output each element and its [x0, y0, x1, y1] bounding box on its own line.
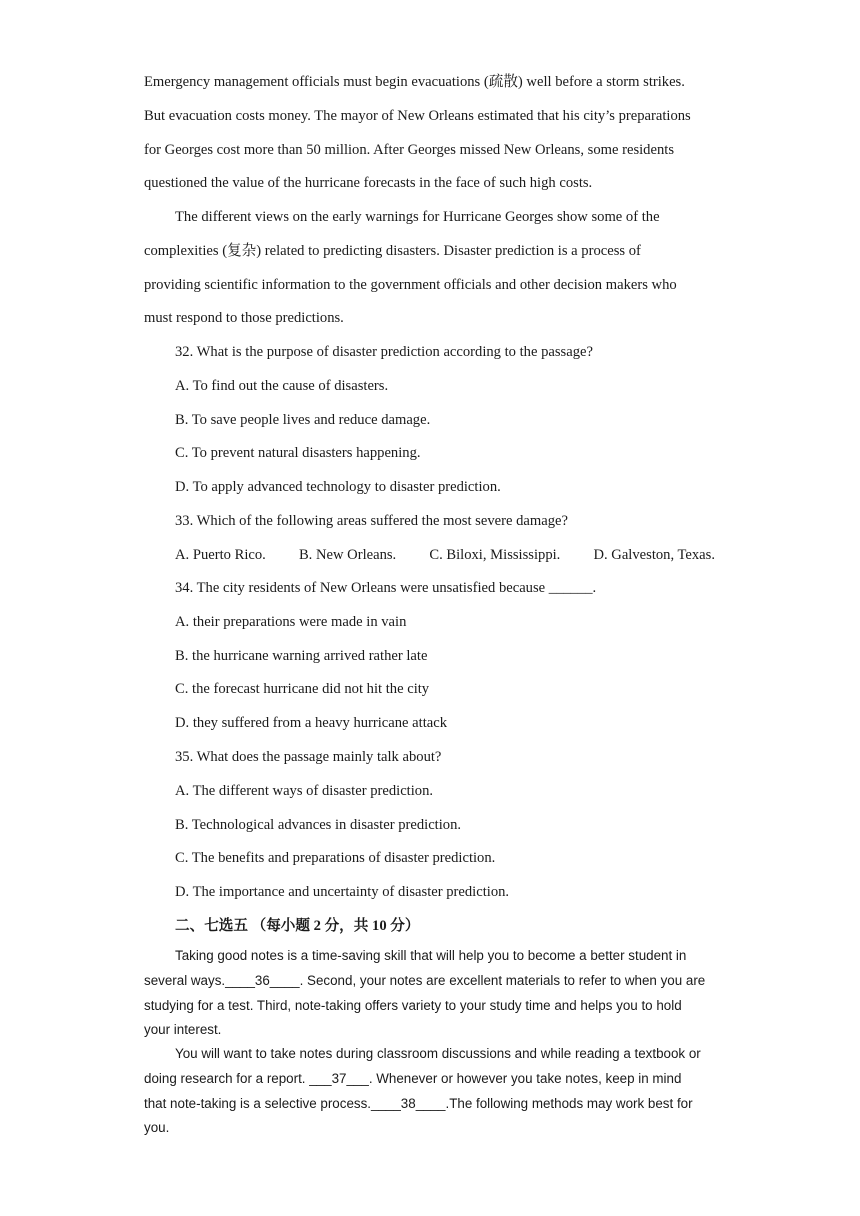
question-35 [175, 741, 716, 910]
passage-line: questioned the value of the hurricane forecasts in the face of such high costs. [144, 175, 593, 192]
passage-line: that note-taking is a selective process.____38____.The following methods may work best for [144, 1095, 693, 1111]
answer-option: C. Biloxi, Mississippi. [429, 547, 561, 563]
passage-line: your interest. [144, 1022, 222, 1038]
passage-line: for Georges cost more than 50 million. After Georges missed New Orleans, some residents [144, 141, 674, 158]
passage-line: Emergency management officials must begin evacuations (疏散) well before a storm strikes. [144, 74, 685, 90]
passage-line: you. [144, 1120, 170, 1136]
answer-option: A. The different ways of disaster prediction. [175, 782, 434, 799]
passage-line: must respond to those predictions. [144, 310, 344, 327]
answer-option: B. To save people lives and reduce damage. [175, 411, 431, 428]
answer-option: D. they suffered from a heavy hurricane attack [175, 715, 448, 732]
passage-line: Taking good notes is a time-saving skill that will help you to become a better student in [175, 948, 687, 963]
passage-line: You will want to take notes during classroom discussions and while reading a textbook or [175, 1046, 701, 1061]
section2-paragraph-2 [144, 1042, 716, 1141]
passage-line: The different views on the early warnings for Hurricane Georges show some of the [175, 209, 660, 225]
question-32 [175, 336, 716, 505]
question-34 [175, 572, 716, 741]
question-stem: 35. What does the passage mainly talk about? [175, 749, 442, 765]
answer-option: D. Galveston, Texas. [593, 547, 715, 563]
answer-option: B. Technological advances in disaster prediction. [175, 816, 462, 833]
question-33 [175, 505, 716, 539]
answer-option: A. their preparations were made in vain [175, 613, 407, 630]
answer-option: C. To prevent natural disasters happening. [175, 445, 421, 462]
question-stem: 33. Which of the following areas suffered the most severe damage? [175, 513, 568, 529]
question-stem: 34. The city residents of New Orleans were unsatisfied because ______. [175, 580, 597, 596]
passage-line: studying for a test. Third, note-taking offers variety to your study time and helps you to hold [144, 997, 682, 1013]
answer-option: C. the forecast hurricane did not hit the city [175, 681, 430, 698]
section-heading-text: 二、七选五 （每小题 2 分，共 10 分） [175, 918, 420, 934]
answer-option: A. Puerto Rico. [175, 547, 266, 563]
answer-option: B. the hurricane warning arrived rather late [175, 647, 428, 664]
answer-option: A. To find out the cause of disasters. [175, 377, 389, 394]
passage-line: providing scientific information to the government officials and other decision makers who [144, 276, 677, 293]
answer-option: B. New Orleans. [298, 547, 397, 563]
answer-option: D. The importance and uncertainty of disaster prediction. [175, 884, 510, 901]
section2-paragraph-1 [144, 944, 716, 1043]
passage-line: several ways.____36____. Second, your notes are excellent materials to refer to when you are [144, 972, 706, 988]
answer-option: C. The benefits and preparations of disaster prediction. [175, 850, 496, 867]
passage-paragraph-2 [144, 201, 716, 336]
passage-line: But evacuation costs money. The mayor of New Orleans estimated that his city’s preparations [144, 107, 691, 124]
section-heading [175, 910, 716, 944]
passage-line: complexities (复杂) related to predicting disasters. Disaster prediction is a process of [144, 242, 641, 259]
question-stem: 32. What is the purpose of disaster prediction according to the passage? [175, 344, 593, 360]
passage-line: doing research for a report. ___37___. Whenever or however you take notes, keep in mind [144, 1070, 682, 1086]
passage-paragraph-1 [144, 66, 716, 201]
question-33-options [175, 539, 715, 573]
answer-option: D. To apply advanced technology to disaster prediction. [175, 479, 501, 496]
